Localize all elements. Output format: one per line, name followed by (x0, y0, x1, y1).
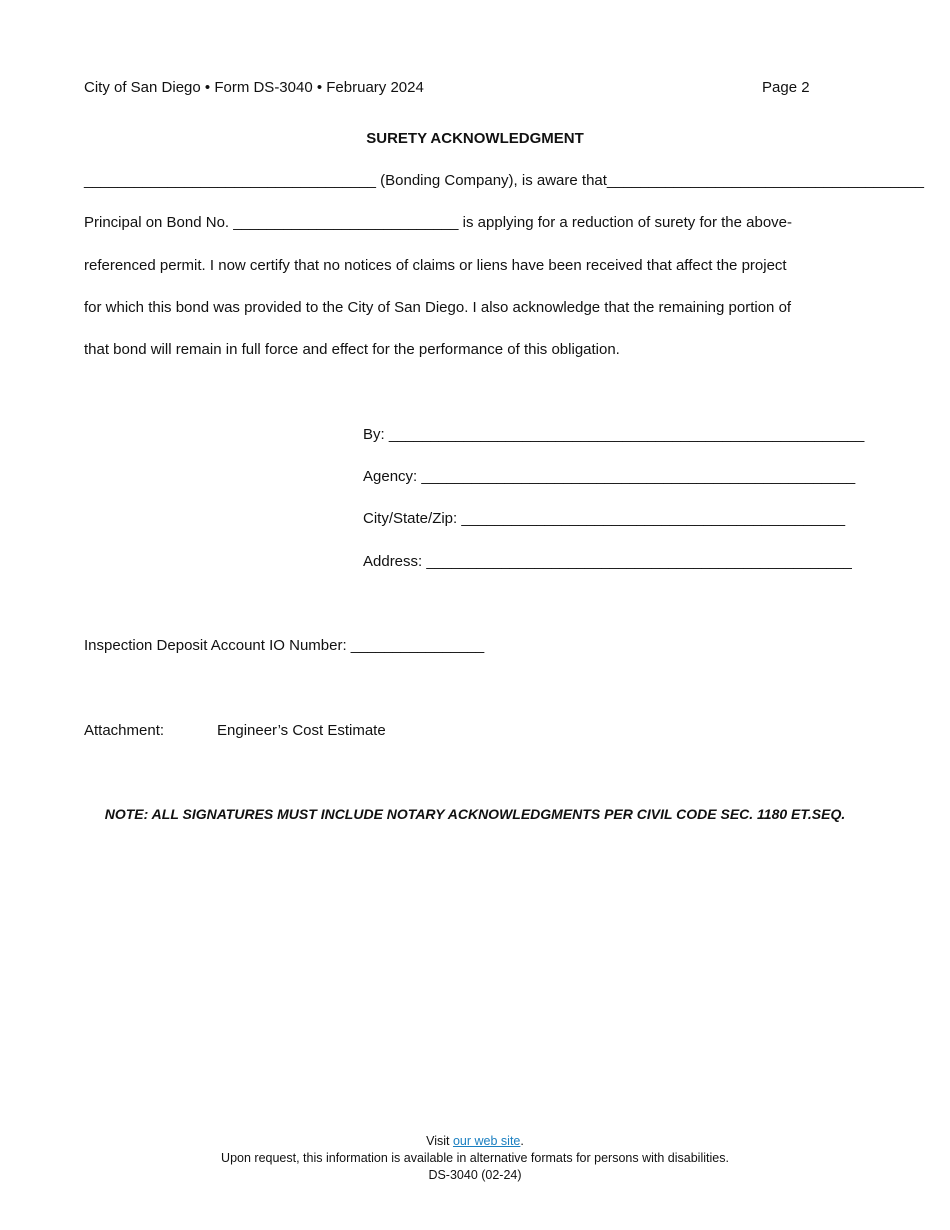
footer-accessibility: Upon request, this information is available in alternative formats for persons with disabilities. (221, 1151, 729, 1165)
visit-suffix: . (520, 1134, 524, 1148)
paragraph-line: for which this bond was provided to the City of San Diego. I also acknowledge that the remaining portion of (84, 299, 792, 316)
paragraph-line: that bond will remain in full force and effect for the performance of this obligation. (84, 341, 620, 358)
attachment-label: Attachment: (84, 722, 165, 739)
paragraph-line: ___________________________________ (Bonding Company), is aware that______________________________________ (84, 172, 924, 189)
by-field[interactable]: By: _________________________________________________________ (363, 426, 865, 443)
paragraph-line: Principal on Bond No. ___________________________ is applying for a reduction of surety for the above- (84, 214, 793, 231)
inspection-deposit-field[interactable]: Inspection Deposit Account IO Number: ________________ (84, 637, 485, 654)
notary-note: NOTE: ALL SIGNATURES MUST INCLUDE NOTARY ACKNOWLEDGMENTS PER CIVIL CODE SEC. 1180 ET.SEQ. (104, 806, 846, 822)
agency-field[interactable]: Agency: ____________________________________________________ (363, 468, 856, 485)
city-state-zip-field[interactable]: City/State/Zip: ______________________________________________ (363, 510, 846, 527)
header-form-info: City of San Diego • Form DS-3040 • February 2024 (84, 79, 424, 96)
paragraph-line: referenced permit. I now certify that no notices of claims or liens have been received that affect the project (84, 257, 787, 274)
visit-prefix: Visit (426, 1134, 453, 1148)
attachment-value: Engineer’s Cost Estimate (217, 722, 386, 739)
footer-form-code: DS-3040 (02-24) (428, 1168, 522, 1182)
footer-visit (0, 1134, 950, 1148)
header-page-number: Page 2 (762, 79, 810, 96)
address-field[interactable]: Address: ___________________________________________________ (363, 553, 852, 570)
page-title: SURETY ACKNOWLEDGMENT (366, 130, 584, 147)
website-link[interactable]: our web site (452, 1134, 521, 1148)
